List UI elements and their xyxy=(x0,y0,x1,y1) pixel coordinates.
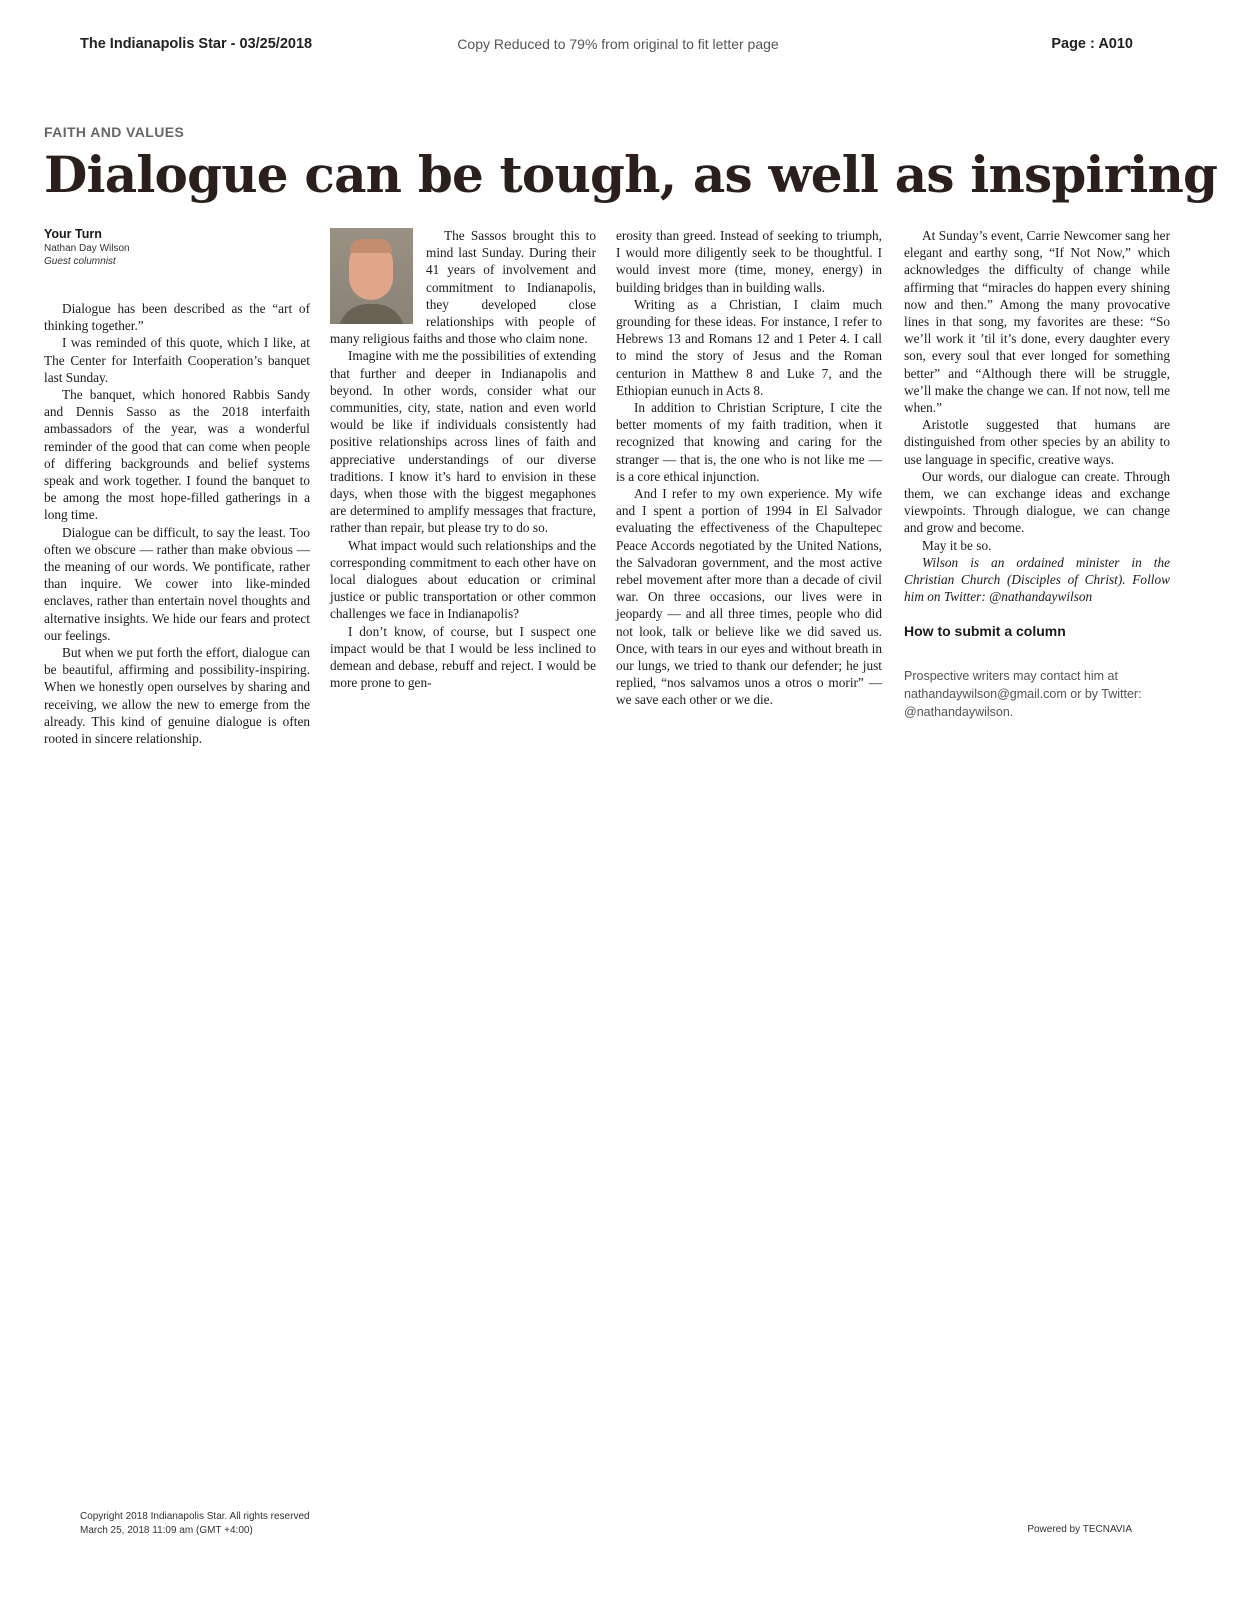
byline-role: Guest columnist xyxy=(44,256,116,267)
section-kicker: FAITH AND VALUES xyxy=(44,124,185,140)
powered-by: Powered by TECNAVIA xyxy=(1027,1524,1132,1535)
paragraph: I was reminded of this quote, which I like, at The Center for Interfaith Cooperation’s banquet last Sunday. xyxy=(44,335,310,385)
copyright-text: Copyright 2018 Indianapolis Star. All rights reserved xyxy=(80,1511,310,1522)
paragraph: In addition to Christian Scripture, I cite the better moments of my faith tradition, when it recognized that knowing and caring for the stranger — that is, the one who is not like me — is a core ethical injunction. xyxy=(616,400,882,484)
publication-date-header: The Indianapolis Star - 03/25/2018 xyxy=(80,36,313,52)
column-3 xyxy=(616,227,882,709)
page-number: Page : A010 xyxy=(1051,36,1133,52)
column-1 xyxy=(44,227,310,747)
paragraph: At Sunday’s event, Carrie Newcomer sang her elegant and earthy song, “If Not Now,” which acknowledges the difficulty of change while affirming that “miracles do happen every shining now and then.” Among the many provocative lines in that song, my favorites are these: “So we’ll work it ’til it’s done, every daughter every son, every soul that ever longed for something better” and “Although there will be struggle, we’ll make the change we can. If not now, tell me when.” xyxy=(904,228,1170,416)
submit-contact-info: Prospective writers may contact him at nathandaywilson@gmail.com or by Twitter: @nathandaywilson. xyxy=(904,668,1142,719)
paragraph: The banquet, which honored Rabbis Sandy and Dennis Sasso as the 2018 interfaith ambassadors of the year, was a wonderful reminder of the good that can come when people of differing backgrounds and belief systems speak and work together. I found the banquet to be among the most hope-filled gatherings in a long time. xyxy=(44,387,310,523)
paragraph: Imagine with me the possibilities of extending that further and deeper in Indianapolis and beyond. In other words, consider what our communities, city, state, nation and even world would be like if individuals consistently had positive relationships across lines of faith and appreciative understandings of our diverse traditions. I know it’s hard to envision in these days, when those with the biggest megaphones are determined to amplify messages that fracture, rather than repair, but please try to do so. xyxy=(330,348,596,536)
column-4 xyxy=(904,227,1170,721)
paragraph: Aristotle suggested that humans are distinguished from other species by an ability to use language in specific, creative ways. xyxy=(904,417,1170,467)
byline xyxy=(44,227,310,268)
paragraph: Dialogue has been described as the “art of thinking together.” xyxy=(44,301,310,334)
author-tagline: Wilson is an ordained minister in the Christian Church (Disciples of Christ). Follow him on Twitter: @nathandaywilson xyxy=(904,554,1170,605)
paragraph: May it be so. xyxy=(922,537,992,553)
timestamp-text: March 25, 2018 11:09 am (GMT +4:00) xyxy=(80,1525,253,1536)
paragraph: And I refer to my own experience. My wife and I spent a portion of 1994 in El Salvador evaluating the effectiveness of the Chapultepec Peace Accords negotiated by the United Nations, the Salvadoran government, and the most active rebel movement after more than a decade of civil war. On three occasions, our lives were in jeopardy — and all three times, people who did not look, talk or believe like we did saved us. Once, with tears in our eyes and without breath in our lungs, we tried to thank our defender; he just replied, “nos salvamos unos a otros o morir” — we save each other or we die. xyxy=(616,486,882,708)
paragraph: I don’t know, of course, but I suspect one impact would be that I would be less inclined to demean and debase, rebuff and reject. I would be more prone to gen- xyxy=(330,623,596,691)
byline-author: Nathan Day Wilson xyxy=(44,243,130,254)
paragraph: The Sassos brought this to mind last Sunday. During their 41 years of involvement and commitment to Indianapolis, they developed close relationships with people of many religious faiths and those who claim none. xyxy=(330,228,596,347)
author-photo xyxy=(330,228,413,324)
paragraph: Our words, our dialogue can create. Through them, we can exchange ideas and exchange viewpoints. Through dialogue, we can change and grow and become. xyxy=(904,468,1170,536)
portrait-shirt xyxy=(338,304,405,324)
reduction-note: Copy Reduced to 79% from original to fit letter page xyxy=(457,36,779,52)
submit-column-heading: How to submit a column xyxy=(904,623,1066,640)
column-2 xyxy=(330,227,596,691)
footer-copyright-block xyxy=(80,1510,310,1538)
byline-section: Your Turn xyxy=(44,227,102,241)
headline: Dialogue can be tough, as well as inspiring xyxy=(44,145,1218,204)
paragraph: erosity than greed. Instead of seeking to triumph, I would more diligently seek to be thoughtful. I would invest more (time, money, energy) in building bridges than in building walls. xyxy=(616,228,882,295)
paragraph: But when we put forth the effort, dialogue can be beautiful, affirming and possibility-inspiring. When we honestly open ourselves by sharing and receiving, we allow the new to emerge from the already. This kind of genuine dialogue is often rooted in sincere relationship. xyxy=(44,645,310,747)
paragraph: What impact would such relationships and the corresponding commitment to each other have on local dialogues about education or criminal justice or public transportation or other common challenges we face in Indianapolis? xyxy=(330,537,596,622)
portrait-hair xyxy=(350,239,392,253)
paragraph: Writing as a Christian, I claim much grounding for these ideas. For instance, I refer to Hebrews 13 and Romans 12 and 1 Peter 4. I call to mind the story of Jesus and the Roman centurion in Matthew 8 and Luke 7, and the Ethiopian eunuch in Acts 8. xyxy=(616,296,882,398)
paragraph: Dialogue can be difficult, to say the least. Too often we obscure — rather than make obvious — the meaning of our words. We pontificate, rather than inquire. We cower into like-minded enclaves, rather than entertain novel thoughts and alternative insights. We hide our fears and protect our feelings. xyxy=(44,524,310,643)
